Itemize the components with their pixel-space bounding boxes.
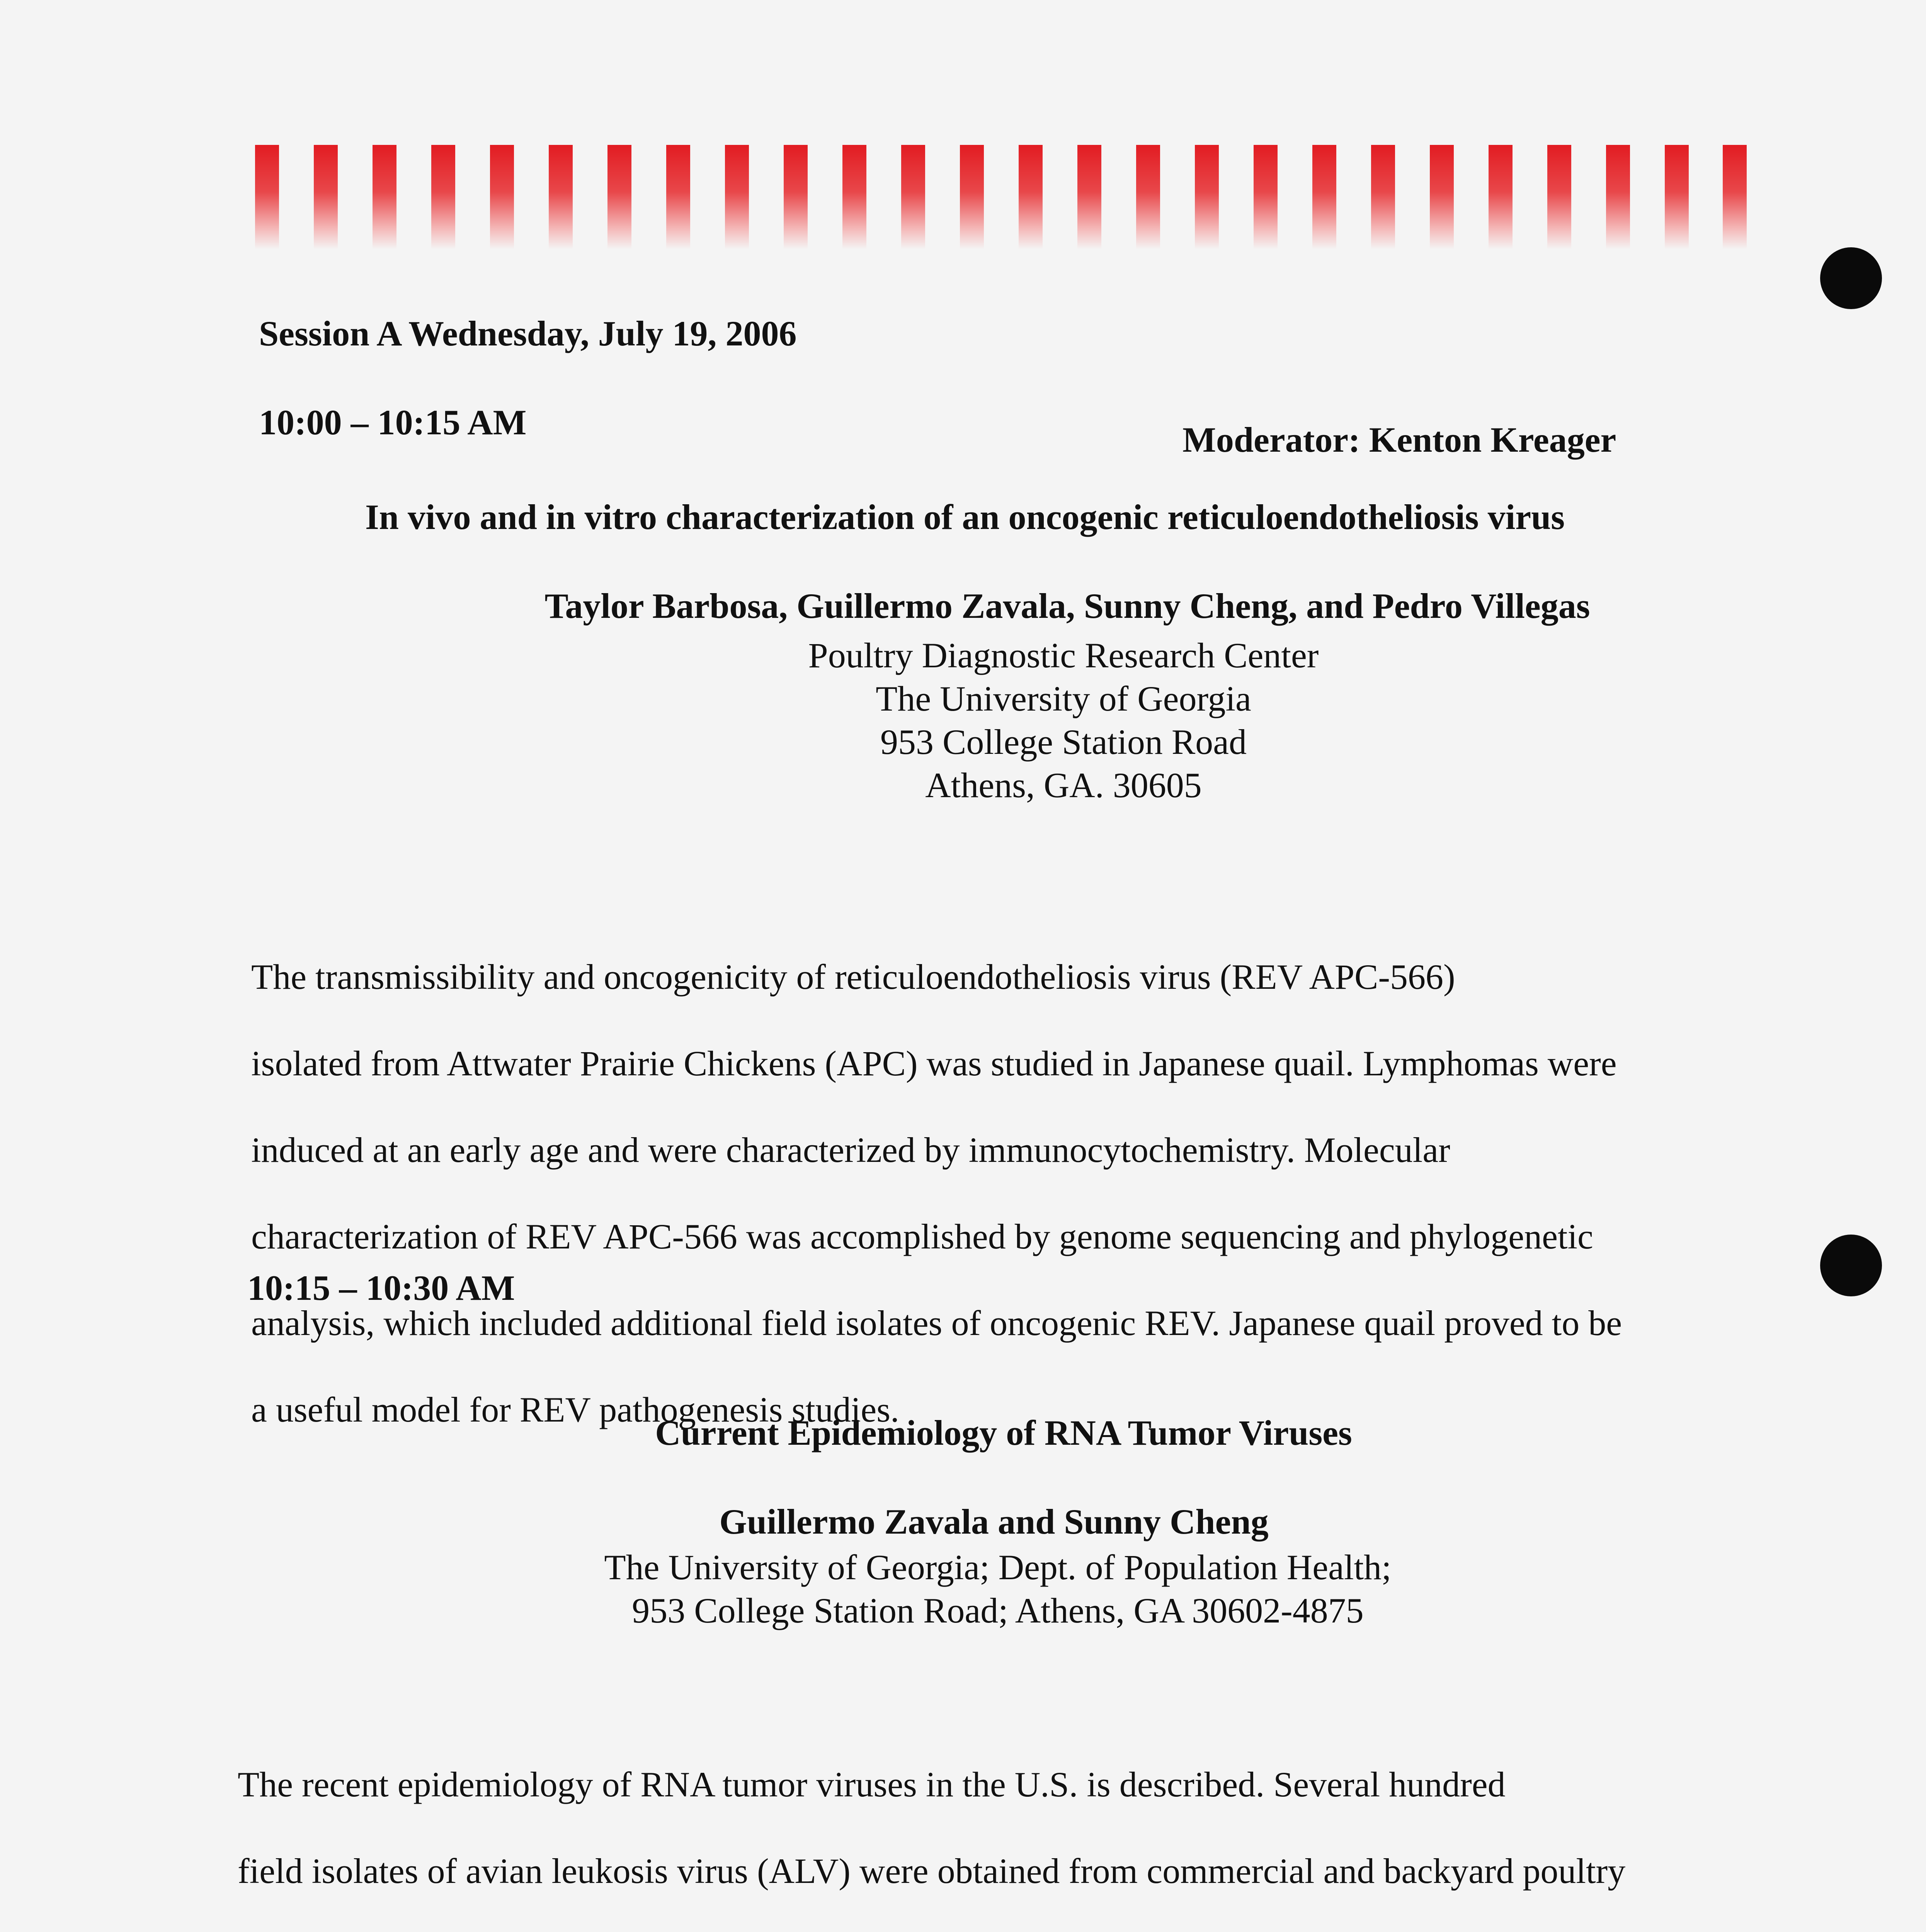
address-line: The University of Georgia [876,679,1251,718]
red-bar [666,145,690,249]
talk2-time: 10:15 – 10:30 AM [247,1268,515,1308]
session-header: Session A Wednesday, July 19, 2006 [259,314,797,353]
decorative-red-bars [255,145,1747,249]
red-bar [1312,145,1336,249]
red-bar [373,145,396,249]
talk1-abstract [251,912,1622,1475]
red-bar [842,145,866,249]
talk1-title: In vivo and in vitro characterization of an oncogenic reticuloendotheliosis virus [365,497,1565,537]
red-bar [1547,145,1571,249]
red-bar [960,145,984,249]
red-bar [431,145,455,249]
red-bar [1195,145,1219,249]
abstract-line: analysis, which included additional field isolates of oncogenic REV. Japanese quail proved to be [251,1303,1622,1343]
red-bar [607,145,631,249]
talk1-address [0,634,1926,807]
talk1-moderator: Moderator: Kenton Kreager [1182,420,1616,459]
red-bar [1430,145,1454,249]
red-bar [255,145,279,249]
abstract-line: a useful model for REV pathogenesis studies. [251,1390,900,1429]
red-bar [901,145,925,249]
address-line: Athens, GA. 30605 [925,765,1202,805]
red-bar [1254,145,1278,249]
address-line: 953 College Station Road [880,722,1247,762]
talk1-time: 10:00 – 10:15 AM [259,403,527,442]
binder-hole [1820,1235,1882,1296]
talk2-abstract [238,1719,1625,1932]
red-bar [1371,145,1395,249]
red-bar [784,145,808,249]
address-line: The University of Georgia; Dept. of Population Health; [604,1548,1392,1587]
talk2-authors: Guillermo Zavala and Sunny Cheng [719,1502,1269,1541]
binder-hole [1820,247,1882,309]
red-bar [1606,145,1630,249]
talk1-authors: Taylor Barbosa, Guillermo Zavala, Sunny Cheng, and Pedro Villegas [544,586,1590,626]
red-bar [490,145,514,249]
red-bar [725,145,749,249]
red-bar [549,145,573,249]
address-line: Poultry Diagnostic Research Center [808,636,1319,675]
talk2-title: Current Epidemiology of RNA Tumor Viruses [655,1413,1352,1452]
abstract-line: isolated from Attwater Prairie Chickens (APC) was studied in Japanese quail. Lymphomas were [251,1044,1617,1083]
abstract-line: induced at an early age and were characterized by immunocytochemistry. Molecular [251,1130,1450,1170]
red-bar [1723,145,1747,249]
abstract-line: characterization of REV APC-566 was accomplished by genome sequencing and phylogenetic [251,1217,1593,1256]
red-bar [1019,145,1043,249]
abstract-line: The transmissibility and oncogenicity of reticuloendotheliosis virus (REV APC-566) [251,957,1455,997]
red-bar [1136,145,1160,249]
red-bar [1489,145,1513,249]
red-bar [1665,145,1689,249]
talk2-address [0,1546,1926,1632]
red-bar [314,145,338,249]
abstract-line: field isolates of avian leukosis virus (ALV) were obtained from commercial and backyard poultry [238,1851,1626,1891]
abstract-line: The recent epidemiology of RNA tumor viruses in the U.S. is described. Several hundred [238,1765,1506,1804]
address-line: 953 College Station Road; Athens, GA 30602-4875 [632,1591,1364,1630]
red-bar [1077,145,1101,249]
